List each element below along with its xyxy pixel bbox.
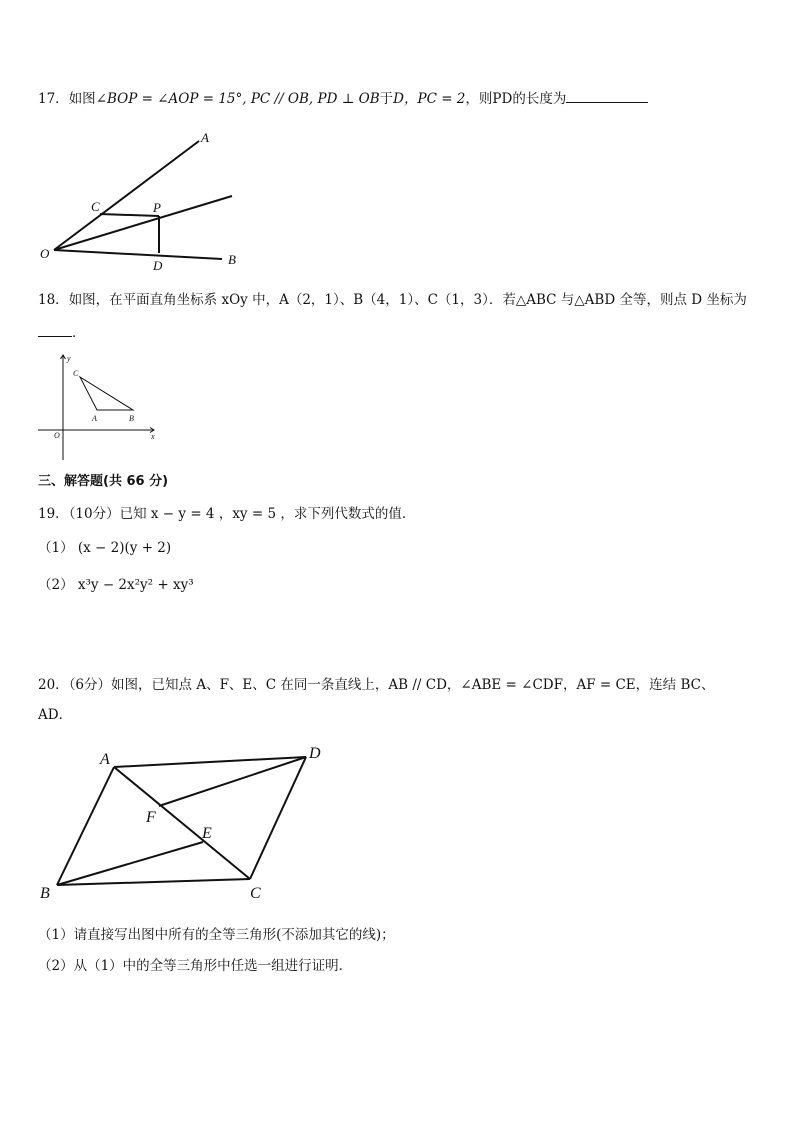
q18-number: 18． (38, 292, 69, 308)
segment-ab (57, 767, 114, 885)
q20-body: （6分）如图，已知点 A、F、E、C 在同一条直线上，AB // CD，∠ABE = ∠CDF，AF = CE，连结 BC、 (68, 677, 715, 693)
q17-point-d: D (393, 91, 404, 107)
label-b: B (129, 414, 134, 423)
q20-part1: （1）请直接写出图中所有的全等三角形(不添加其它的线)； (38, 927, 395, 943)
segment-ad (114, 757, 306, 767)
q20-text-line2: AD． (38, 707, 73, 723)
label-o: O (40, 246, 50, 261)
q17-end: ，则PD的长度为 (465, 91, 567, 107)
label-a: A (92, 414, 97, 423)
q19-body: （10分）已知 x − y = 4 ，xy = 5 ，求下列代数式的值． (68, 506, 416, 522)
q17-number: 17． (38, 91, 69, 107)
segment-be (57, 842, 203, 885)
label-c: C (91, 199, 100, 214)
label-c: C (73, 369, 79, 378)
axis-label-x: x (151, 432, 155, 441)
segment-dc (250, 757, 306, 879)
origin-label: O (54, 431, 60, 440)
q20-number: 20． (38, 677, 69, 693)
label-b: B (40, 885, 50, 902)
q19-part2: （2） x³y − 2x²y² + xy³ (38, 577, 194, 593)
label-d: D (153, 258, 163, 273)
label-c: C (250, 885, 261, 902)
q19-part1: （1） (x − 2)(y + 2) (38, 540, 172, 556)
label-p: P (153, 200, 161, 215)
segment-bc (57, 879, 250, 885)
q19-number: 19． (38, 506, 69, 522)
label-b: B (228, 252, 236, 267)
label-e: E (202, 825, 212, 842)
q17-condition: ∠BOP = ∠AOP = 15°, PC // OB, PD ⊥ OB (95, 91, 380, 107)
q18-body: 如图，在平面直角坐标系 xOy 中，A（2，1）、B（4，1）、C（1，3）．若△ABC 与△ABD 全等，则点 D 坐标为 (68, 292, 747, 308)
axis-label-y: y (67, 354, 71, 363)
label-f: F (146, 809, 156, 826)
label-a: A (201, 130, 209, 145)
q17-pc: ，PC = 2 (404, 91, 466, 107)
label-a: A (100, 751, 110, 768)
q18-end-mark: ． (72, 325, 86, 341)
q17-yu: 于 (379, 91, 394, 107)
label-d: D (309, 745, 321, 762)
section-heading: 三、解答题(共 66 分) (38, 474, 169, 489)
q20-part2: （2）从（1）中的全等三角形中任选一组进行证明． (38, 958, 353, 974)
q17-prefix: 如图 (68, 91, 96, 107)
